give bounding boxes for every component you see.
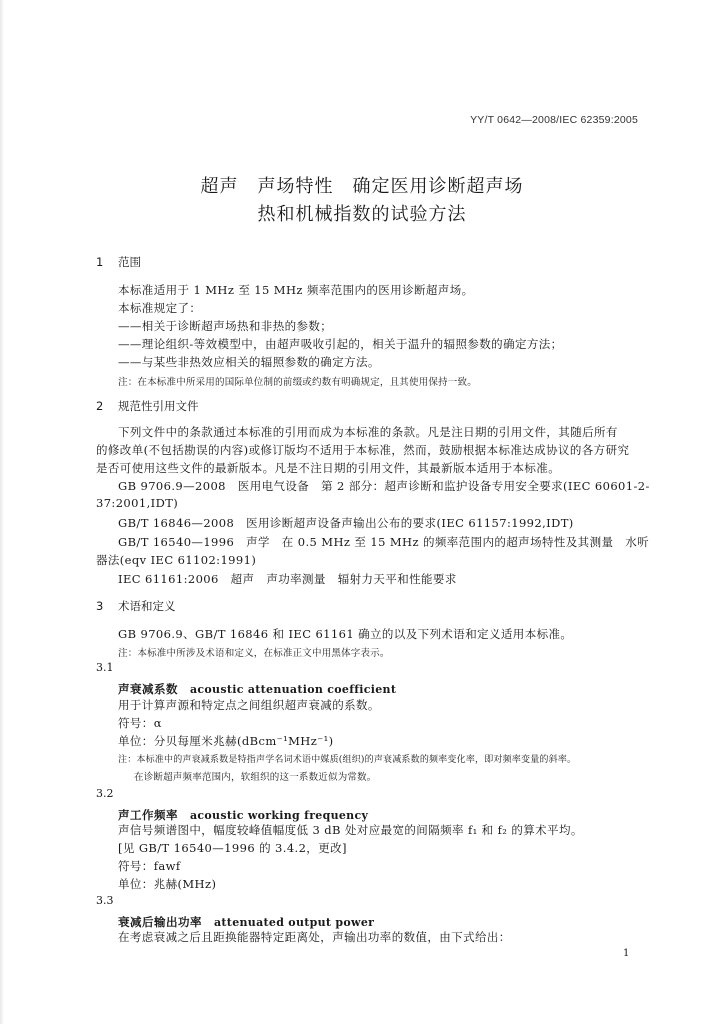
note: 注：本标准中所涉及术语和定义，在标准正文中用黑体字表示。 [118,648,390,659]
section-title: 范围 [118,255,141,269]
note: 注：在本标准中所采用的国际单位制的前缀或约数有明确规定，且其使用保持一致。 [118,377,477,388]
page-number: 1 [623,948,630,959]
definition-line: 声信号频谱图中，幅度较峰值幅度低 3 dB 处对应最宽的间隔频率 f₁ 和 f₂ 的算术平均。 [118,823,583,837]
reference-line: [见 GB/T 16540—1996 的 3.4.2，更改] [118,841,347,855]
document-title-line-2: 热和机械指数的试验方法 [257,204,467,225]
term-chinese: 声衰减系数 [118,682,178,696]
section-title: 术语和定义 [118,599,176,613]
reference-line: GB/T 16540—1996 声学 在 0.5 MHz 至 15 MHz 的频率范围内的超声场特性及其测量 水听 [118,535,650,549]
section-number: 3 [96,599,104,613]
clause-number: 3.3 [96,894,114,907]
list-item: ——与某些非热效应相关的辐照参数的确定方法。 [118,355,380,369]
note-continuation: 在诊断超声频率范围内，软组织的这一系数近似为常数。 [134,772,377,783]
term-english: acoustic working frequency [190,809,369,822]
clause-number: 3.2 [96,787,114,800]
reference-line: GB/T 16846—2008 医用诊断超声设备声输出公布的要求(IEC 61157:1992,IDT) [118,516,574,530]
term-heading [118,804,368,823]
paragraph-line: 的修改单(不包括勘误的内容)或修订版均不适用于本标准，然而，鼓励根据本标准达成协议的各方研究 [96,443,630,457]
reference-line: IEC 61161:2006 超声 声功率测量 辐射力天平和性能要求 [118,572,457,586]
reference-line: 37:2001,IDT) [96,496,179,510]
note: 注：本标准中的声衰减系数是特指声学名词术语中媒质(组织)的声衰减系数的频率变化率，即对频率变量的斜率。 [118,755,577,765]
definition-line: 用于计算声源和特定点之间组织超声衰减的系数。 [118,698,380,712]
paragraph: GB 9706.9、GB/T 16846 和 IEC 61161 确立的以及下列术语和定义适用本标准。 [118,627,573,641]
scan-edge-shadow [0,0,4,1024]
section-2-heading [96,398,199,414]
section-3-heading [96,598,176,614]
reference-line: GB 9706.9—2008 医用电气设备 第 2 部分：超声诊断和监护设备专用安全要求(IEC 60601-2- [118,479,650,493]
section-number: 1 [96,255,104,269]
term-chinese: 衰减后输出功率 [118,915,202,929]
section-title: 规范性引用文件 [118,399,199,413]
section-number: 2 [96,399,104,413]
paragraph: 本标准适用于 1 MHz 至 15 MHz 频率范围内的医用诊断超声场。 [118,283,474,297]
paragraph-line: 下列文件中的条款通过本标准的引用而成为本标准的条款。凡是注日期的引用文件，其随后所有 [118,425,618,439]
section-1-heading [96,254,141,270]
standard-code: YY/T 0642—2008/IEC 62359:2005 [470,114,638,126]
list-item: ——相关于诊断超声场热和非热的参数； [118,319,333,333]
paragraph-line: 是否可使用这些文件的最新版本。凡是不注日期的引用文件，其最新版本适用于本标准。 [96,461,561,475]
term-heading [118,678,396,697]
unit-line: 单位：兆赫(MHz) [118,877,217,891]
term-chinese: 声工作频率 [118,808,178,822]
symbol-line: 符号：fawf [118,859,181,873]
document-title-line-1: 超声 声场特性 确定医用诊断超声场 [200,176,524,197]
list-item: ——理论组织-等效模型中，由超声吸收引起的，相关于温升的辐照参数的确定方法； [118,337,563,351]
unit-line: 单位：分贝每厘米兆赫(dBcm⁻¹MHz⁻¹) [118,734,334,748]
clause-number: 3.1 [96,661,114,674]
symbol-line: 符号：α [118,716,162,730]
definition-line: 在考虑衰减之后且距换能器特定距离处，声输出功率的数值，由下式给出： [118,930,511,944]
paragraph: 本标准规定了： [118,301,202,315]
reference-line: 器法(eqv IEC 61102:1991) [96,553,257,567]
term-english: attenuated output power [214,916,375,929]
term-heading [118,911,374,930]
term-english: acoustic attenuation coefficient [190,683,397,696]
